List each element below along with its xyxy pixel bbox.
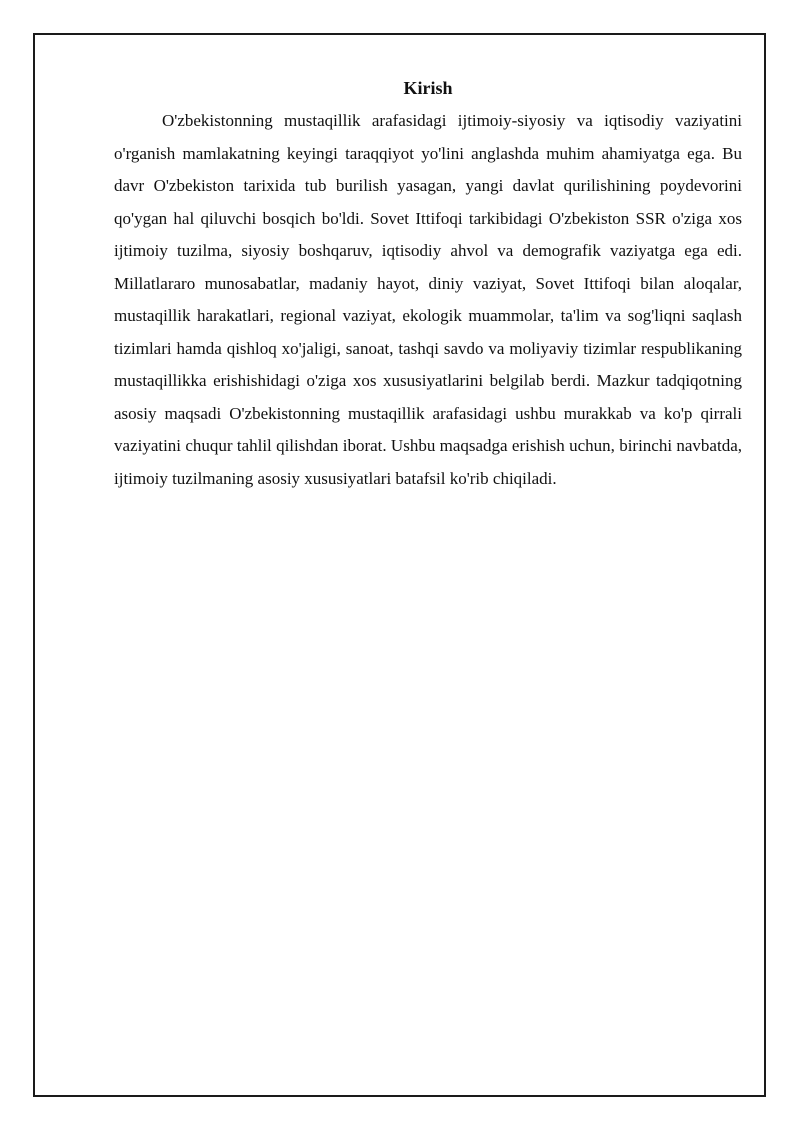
document-title: Kirish [403,78,453,98]
body-paragraph: O'zbekistonning mustaqillik arafasidagi ijtimoiy-siyosiy va iqtisodiy vaziyatini o'rganish mamlakatning keyingi taraqqiyot yo'lini anglashda muhim ahamiyatga ega. Bu davr O'zbekiston tarixida tub burilish yasagan, yangi davlat qurilishining poydevorini qo'ygan hal qiluvchi bosqich bo'ldi. Sovet Ittifoqi tarkibidagi O'zbekiston SSR o'ziga xos ijtimoiy tuzilma, siyosiy boshqaruv, iqtisodiy ahvol va demografik vaziyatga ega edi. Millatlararo munosabatlar, madaniy hayot, diniy vaziyat, Sovet Ittifoqi bilan aloqalar, mustaqillik harakatlari, regional vaziyat, ekologik muammolar, ta'lim va sog'liqni saqlash tizimlari hamda qishloq xo'jaligi, sanoat, tashqi savdo va moliyaviy tizimlar respublikaning mustaqillikka erishishidagi o'ziga xos xususiyatlarini belgilab berdi. Mazkur tadqiqotning asosiy maqsadi O'zbekistonning mustaqillik arafasidagi ushbu murakkab va ko'p qirrali vaziyatini chuqur tahlil qilishdan iborat. Ushbu maqsadga erishish uchun, birinchi navbatda, ijtimoiy tuzilmaning asosiy xususiyatlari batafsil ko'rib chiqiladi. [114,111,742,488]
document-content [114,74,742,495]
